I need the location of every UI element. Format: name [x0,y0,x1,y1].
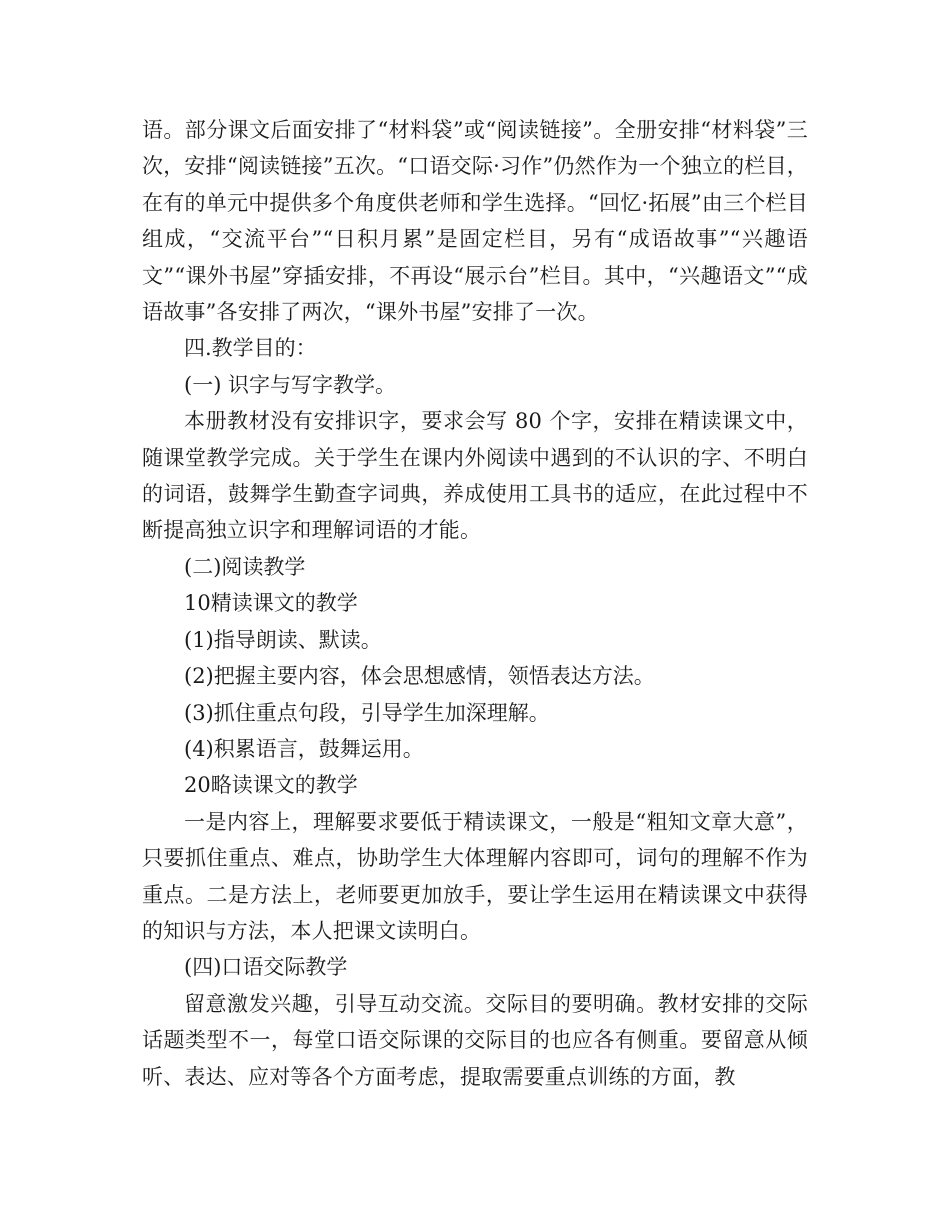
paragraph-skim-reading: 一是内容上，理解要求要低于精读课文，一般是“粗知文章大意”，只要抓住重点、难点，协助学生大体理解内容即可，词句的理解不作为重点。二是方法上，老师要更加放手，要让学生运用在精读课文中获得的知识与方法，本人把课文读明白。 [142,809,808,943]
item-heading-skim-reading: 20略读课文的教学 [184,773,358,798]
list-item-4: (4)积累语言，鼓舞运用。 [184,736,424,761]
subsection-heading-reading: (二)阅读教学 [184,554,306,579]
subsection-heading-literacy: (一) 识字与写字教学。 [184,372,397,397]
paragraph-oral-communication: 留意激发兴趣，引导互动交流。交际目的要明确。教材安排的交际话题类型不一，每堂口语交际课的交际目的也应各有侧重。要留意从倾听、表达、应对等各个方面考虑，提取需要重点训练的方面，教 [142,991,808,1089]
subsection-heading-oral-communication: (四)口语交际教学 [184,955,348,980]
list-item-1: (1)指导朗读、默读。 [184,627,382,652]
section-heading-teaching-goals: 四.教学目的： [184,336,317,361]
paragraph-intro-continuation: 语。部分课文后面安排了“材料袋”或“阅读链接”。全册安排“材料袋”三次，安排“阅读链接”五次。“口语交际·习作”仍然作为一个独立的栏目，在有的单元中提供多个角度供老师和学生选择。“回忆·拓展”由三个栏目组成，“交流平台”“日积月累”是固定栏目，另有“成语故事”“兴趣语文”“课外书屋”穿插安排，不再设“展示台”栏目。其中，“兴趣语文”“成语故事”各安排了两次，“课外书屋”安排了一次。 [142,118,808,325]
item-heading-intensive-reading: 10精读课文的教学 [184,591,358,616]
list-item-3: (3)抓住重点句段，引导学生加深理解。 [184,700,550,725]
document-page [142,112,808,1095]
paragraph-literacy: 本册教材没有安排识字，要求会写 80 个字，安排在精读课文中，随课堂教学完成。关于学生在课内外阅读中遇到的不认识的字、不明白的词语，鼓舞学生勤查字词典，养成使用工具书的适应，在此过程中不断提高独立识字和理解词语的才能。 [142,409,808,543]
list-item-2: (2)把握主要内容，体会思想感情，领悟表达方法。 [184,664,655,689]
